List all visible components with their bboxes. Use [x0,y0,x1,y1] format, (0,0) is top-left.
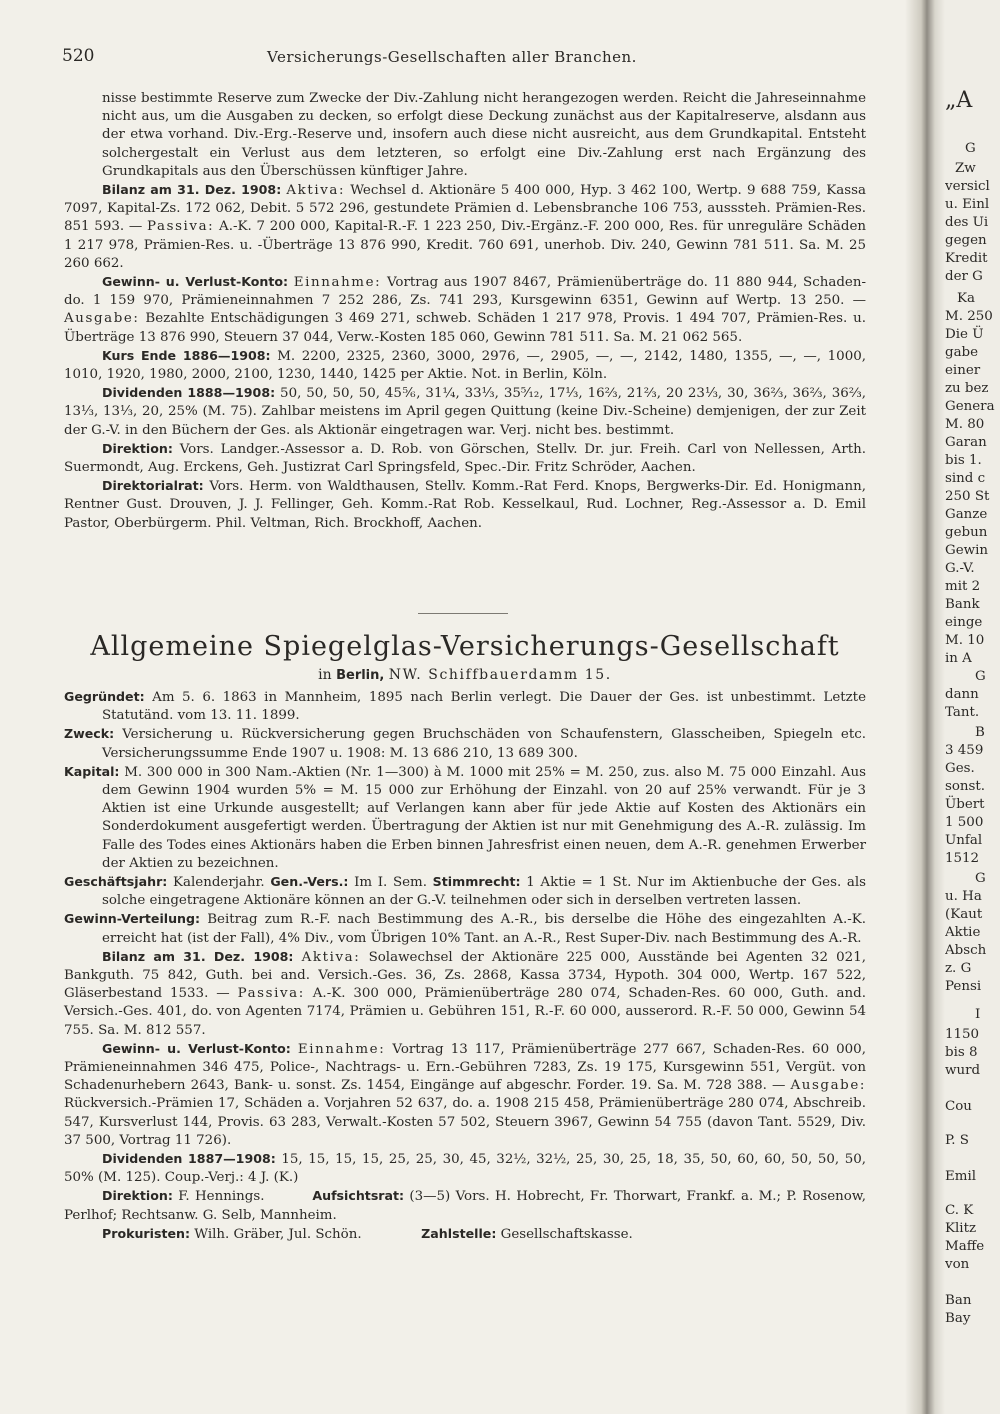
facing-fragment: gegen [945,233,987,248]
company-entry [64,688,866,1244]
prev-dividenden: Dividenden 1888—1908: 50, 50, 50, 50, 45⅚, 31¼, 33⅓, 35⁵⁄₁₂, 17⅓, 16⅔, 21⅔, 20 23⅓, 30, 36⅔, 36⅔, 36⅔, 13⅓, 13⅓, 20, 25% (M. 75). Zahlbar meistens im April gegen Quittung (keine Div.-Scheine) demjenigen, der zur Zeit der G.-V. in den Büchern der Ges. als Aktionär eingetragen war. Verj. nicht bes. bestimmt. [64,385,866,438]
facing-fragment: zu bez [945,381,989,396]
facing-fragment: des Ui [945,215,989,230]
prev-kurs: Kurs Ende 1886—1908: M. 2200, 2325, 2360, 3000, 2976, —, 2905, —, —, 2142, 1480, 1355, —, —, 1000, 1010, 1920, 1980, 2000, 2100, 1230, 1440, 1425 per Aktie. Not. in Berlin, Köln. [64,347,866,383]
company-title: Allgemeine Spiegelglas-Versicherungs-Gesellschaft [90,631,840,662]
prev-direktion: Direktion: Vors. Landger.-Assessor a. D. Rob. von Görschen, Stellv. Dr. jur. Freih. Carl von Nellessen, Arth. Suermondt, Aug. Erckens, Geh. Justizrat Carl Springsfeld, Spec.-Dir. Fritz Schröder, Aachen. [64,440,867,476]
facing-fragment: Ban [945,1293,972,1308]
facing-fragment: mit 2 [945,579,981,594]
facing-fragment: C. K [945,1203,974,1218]
facing-fragment: z. G [945,961,972,976]
bilanz: Bilanz am 31. Dez. 1908: Aktiva: Solawechsel der Aktionäre 225 000, Ausstände bei Agenten 32 021, Bankguth. 75 842, Guth. bei and. Versich.-Ges. 36, Zs. 2868, Kassa 3734, Hypoth. 304 000, Wertp. 167 522, Gläserbestand 1533. — Passiva: A.-K. 300 000, Prämienüberträge 280 074, Schaden-Res. 60 000, Guth. and. Versich.-Ges. 401, do. von Agenten 7174, Prämien u. Gebühren 151, R.-F. 60 000, ausserord. R.-F. 50 000, Gewinn 54 755. Sa. M. 812 557. [64,948,866,1038]
company-street: NW. Schiffbauerdamm 15. [388,667,612,683]
facing-fragment: Kredit [945,251,988,266]
section-divider [418,613,508,614]
facing-fragment: Tant. [945,705,980,720]
facing-fragment: B [975,725,985,740]
facing-fragment: Aktie [945,925,981,940]
facing-fragment: dann [945,687,979,702]
page-number: 520 [62,46,95,66]
direktion-aufsichtsrat: Direktion: F. Hennings. Aufsichtsrat: (3—5) Vors. H. Hobrecht, Fr. Thorwart, Frankf. a. M.; P. Rosenow, Perlhof; Rechtsanw. G. Selb, Mannheim. [64,1188,866,1223]
facing-fragment: der G [945,269,983,284]
previous-entry [64,90,866,533]
geschaeftsjahr: Geschäftsjahr: Kalenderjahr. Gen.-Vers.: Im I. Sem. Stimmrecht: 1 Aktie = 1 St. Nur im Aktienbuche der Ges. als solche eingetragene Aktionäre können an der G.-V. teilnehmen oder sich in derselben vertreten lassen. [64,874,867,909]
facing-fragment: Emil [945,1169,977,1184]
reserve-paragraph: nisse bestimmte Reserve zum Zwecke der Div.-Zahlung nicht herangezogen werden. Reicht die Jahreseinnahme nicht aus, um die Ausgaben zu decken, so erfolgt diese Deckung zunächst aus der Kapitalreserve, alsdann aus der etwa vorhand. Div.-Erg.-Reserve und, insofern auch diese nicht ausreicht, aus dem Grundkapital. Entsteht solchergestalt ein Verlust aus dem letzteren, so erfolgt eine Div.-Zahlung erst nach Ergänzung des Grundkapitals aus den Überschüssen künftiger Jahre. [102,91,866,179]
prev-direktorialrat: Direktorialrat: Vors. Herm. von Waldthausen, Stellv. Komm.-Rat Ferd. Knops, Bergwerks-Dir. Ed. Honigmann, Rentner Gust. Drouven, J. J. Fellinger, Geh. Komm.-Rat Rob. Kesselkaul, Rud. Lochner, Reg.-Assessor a. D. Emil Pastor, Oberbürgerm. Phil. Veltman, Rich. Brockhoff, Aachen. [64,478,866,531]
facing-fragment: von [945,1257,970,1272]
facing-fragment: M. 10 [945,633,985,648]
facing-fragment: Maffe [945,1239,985,1254]
company-address: in Berlin, NW. Schiffbauerdamm 15. [318,667,612,683]
facing-fragment: in A [945,651,972,666]
facing-fragment: Genera [945,399,995,414]
facing-fragment: P. S [945,1133,969,1148]
facing-fragment: Die Ü [945,327,984,342]
facing-fragment: 250 St [945,489,990,504]
facing-fragment: M. 250 [945,309,993,324]
facing-fragment: Garan [945,435,987,450]
facing-fragment: Zw [955,161,976,176]
prev-bilanz: Bilanz am 31. Dez. 1908: Aktiva: Wechsel d. Aktionäre 5 400 000, Hyp. 3 462 100, Wertp. 9 688 759, Kassa 7097, Kapital-Zs. 172 062, Debit. 5 572 296, gestundete Prämien d. Lebensbranche 106 753, ausssteh. Prämien-Res. 851 593. — Passiva: A.-K. 7 200 000, Kapital-R.-F. 1 223 250, Div.-Ergänz.-F. 200 000, Res. für unreguläre Schäden 1 217 978, Prämien-Res. u. -Überträge 13 876 990, Kredit. 760 691, unerhob. Div. 240, Gewinn 781 511. Sa. M. 25 260 662. [64,182,866,271]
book-gutter [905,0,945,1414]
facing-fragment: wurd [945,1063,981,1078]
facing-fragment: Gewin [945,543,988,558]
dividenden: Dividenden 1887—1908: 15, 15, 15, 15, 25, 25, 30, 45, 32½, 32½, 25, 30, 25, 18, 35, 50, 60, 60, 50, 50, 50, 50% (M. 125). Coup.-Verj.: 4 J. (K.) [64,1151,866,1186]
facing-fragment: Unfal [945,833,983,848]
kapital: Kapital: M. 300 000 in 300 Nam.-Aktien (Nr. 1—300) à M. 1000 mit 25% = M. 250, zus. also M. 75 000 Einzahl. Aus dem Gewinn 1904 wurden 5% = M. 15 000 zur Erhöhung der Einzahl. von 20 auf 25% verwandt. Für je 3 Aktien ist eine Urkunde ausgestellt; auf Verlangen kann aber für jede Aktie auf Kosten des Aktionärs ein Sonderdokument ausgefertigt werden. Übertragung der Aktien ist nur mit Genehmigung des A.-R. zulässig. Im Falle des Todes eines Aktionärs haben die Erben binnen Jahresfrist einen neuen, dem A.-R. genehmen Erwerber der Aktien zu bezeichnen. [64,763,866,871]
zweck: Zweck: Versicherung u. Rückversicherung gegen Bruchschäden von Schaufenstern, Glasscheiben, Spiegeln etc. Versicherungssumme Ende 1907 u. 1908: M. 13 686 210, 13 689 300. [64,726,866,761]
facing-fragment: (Kaut [945,907,983,922]
facing-fragment: einer [945,363,981,378]
facing-fragment: Absch [945,943,987,958]
facing-fragment: Bay [945,1311,971,1326]
page-header [62,46,862,68]
facing-fragment: 1512 [945,851,980,866]
facing-fragment: M. 80 [945,417,985,432]
gegruendet: Gegründet: Am 5. 6. 1863 in Mannheim, 1895 nach Berlin verlegt. Die Dauer der Ges. ist unbestimmt. Letzte Statutänd. vom 13. 11. 1899. [64,689,866,724]
facing-fragment: Ka [957,291,975,306]
facing-fragment: 3 459 [945,743,984,758]
company-city: Berlin, [336,668,385,683]
facing-fragment: Bank [945,597,980,612]
facing-fragment: Klitz [945,1221,977,1236]
facing-fragment: gebun [945,525,988,540]
facing-fragment: 1 500 [945,815,984,830]
facing-fragment: Ges. [945,761,975,776]
facing-fragment: bis 1. [945,453,982,468]
facing-fragment: Ganze [945,507,988,522]
facing-fragment: Pensi [945,979,982,994]
running-title: Versicherungs-Gesellschaften aller Branchen. [267,48,637,66]
facing-fragment: einge [945,615,983,630]
facing-fragment: G [965,141,976,156]
facing-fragment: G [975,669,986,684]
facing-fragment: 1150 [945,1027,980,1042]
gewinn-verteilung: Gewinn-Verteilung: Beitrag zum R.-F. nach Bestimmung des A.-R., bis derselbe die Höhe des eingezahlten A.-K. erreicht hat (ist der Fall), 4% Div., vom Übrigen 10% Tant. an A.-R., Rest Super-Div. nach Bestimmung des A.-R. [64,911,866,946]
facing-fragment: bis 8 [945,1045,978,1060]
facing-fragment: Cou [945,1099,972,1114]
prev-guv: Gewinn- u. Verlust-Konto: Einnahme: Vortrag aus 1907 8467, Prämienüberträge do. 11 880 944, Schaden- do. 1 159 970, Prämieneinnahmen 7 252 286, Zs. 741 293, Kursgewinn 6351, Gewinn auf Wertp. 13 250. — Ausgabe: Bezahlte Entschädigungen 3 469 271, schweb. Schäden 1 217 978, Provis. 1 494 707, Prämien-Res. u. Überträge 13 876 990, Steuern 37 044, Verw.-Kosten 185 060, Gewinn 781 511. Sa. M. 21 062 565. [64,274,866,345]
facing-fragment: Übert [945,797,985,812]
facing-fragment: u. Einl [945,197,990,212]
facing-fragment: G [975,871,986,886]
facing-fragment: „A [945,88,973,113]
facing-fragment: gabe [945,345,979,360]
prokuristen-zahlstelle: Prokuristen: Wilh. Gräber, Jul. Schön. Zahlstelle: Gesellschaftskasse. [102,1225,633,1242]
facing-fragment: u. Ha [945,889,982,904]
gewinn-verlust-konto: Gewinn- u. Verlust-Konto: Einnahme: Vortrag 13 117, Prämienüberträge 277 667, Schaden-Res. 60 000, Prämieneinnahmen 346 475, Police-, Nachtrags- u. Ern.-Gebühren 7283, Zs. 19 175, Kursgewinn 551, Vergüt. von Schadenurhebern 2643, Bank- u. sonst. Zs. 1454, Eingänge auf abgeschr. Forder. 19. Sa. M. 728 388. — Ausgabe: Rückversich.-Prämien 17, Schäden a. Vorjahren 52 637, do. a. 1908 215 458, Prämienüberträge 280 074, Abschreib. 547, Kursverlust 144, Provis. 63 283, Verwalt.-Kosten 57 502, Steuern 3967, Gewinn 54 755 (davon Tant. 5529, Div. 37 500, Vortrag 11 726). [64,1040,866,1148]
facing-fragment: I [975,1007,981,1022]
facing-page-edge [945,0,1000,1414]
facing-fragment: sonst. [945,779,986,794]
facing-fragment: sind c [945,471,986,486]
facing-fragment: G.-V. [945,561,975,576]
facing-fragment: versicl [945,179,990,194]
